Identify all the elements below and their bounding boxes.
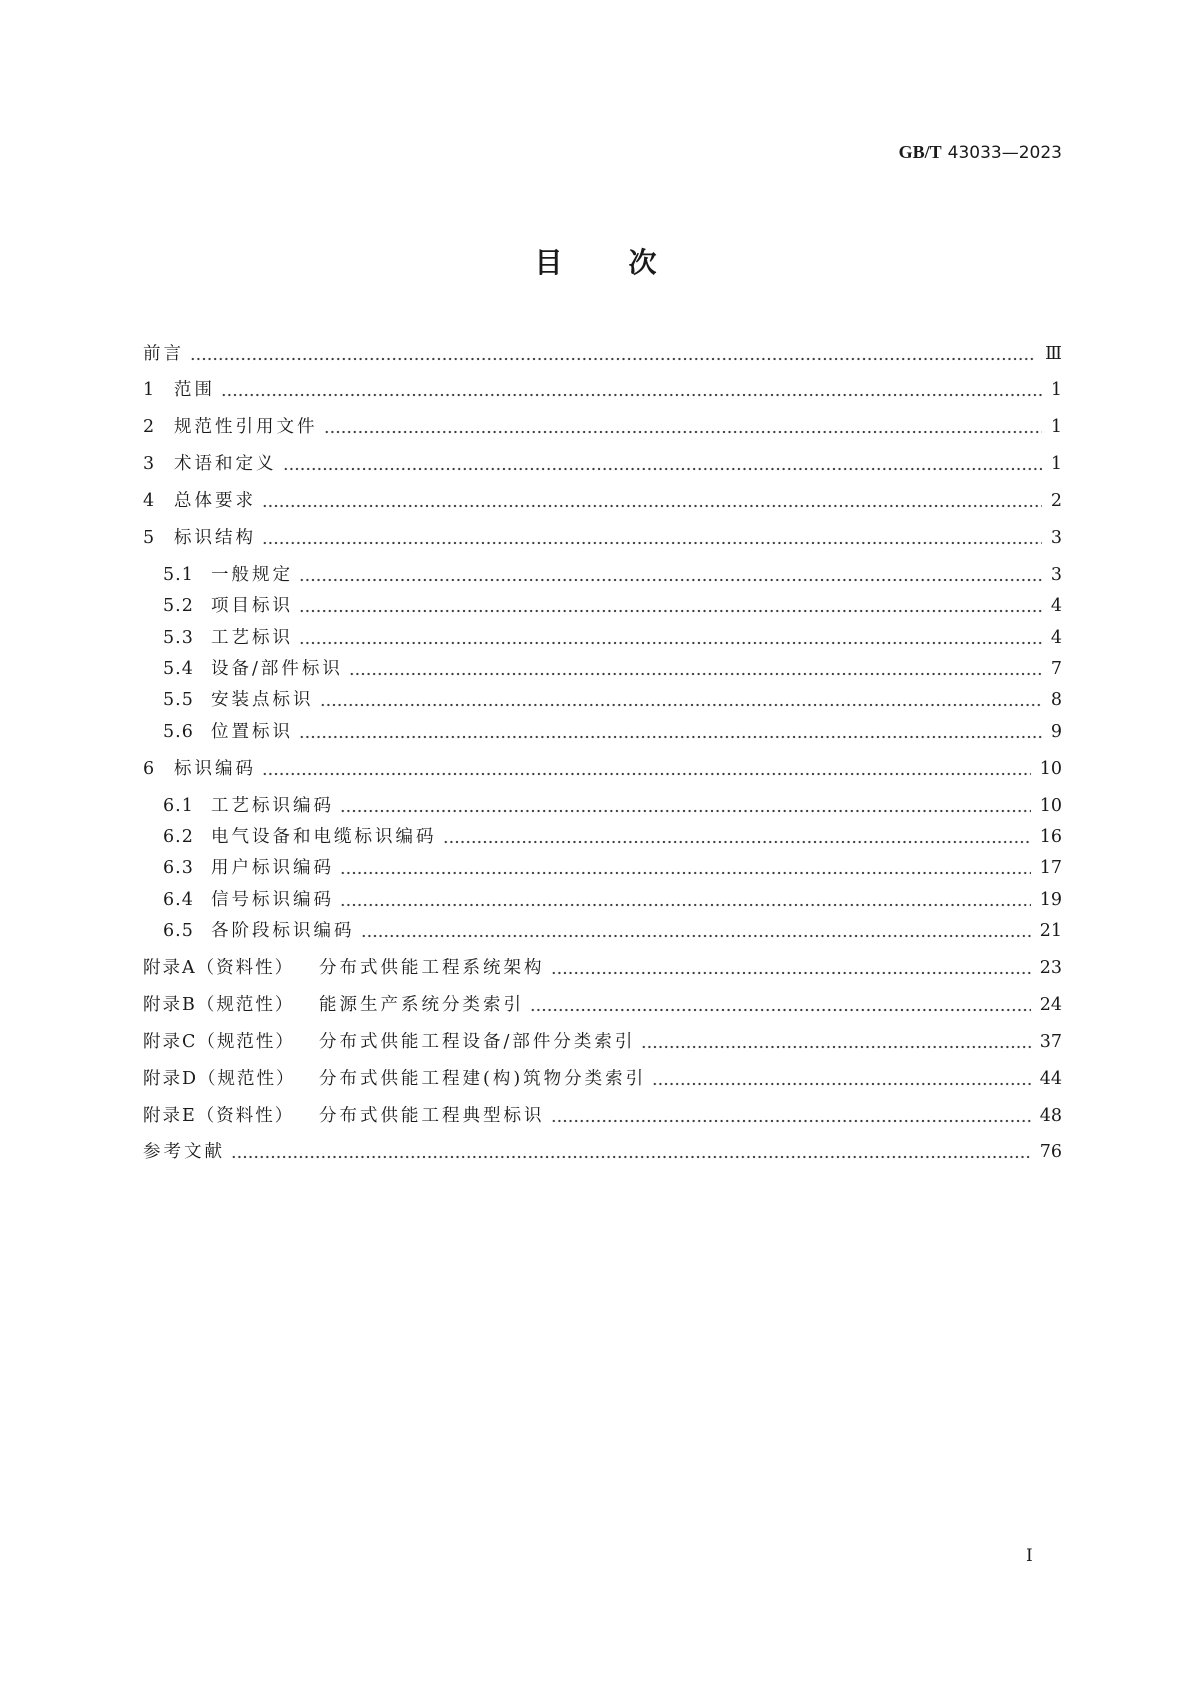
toc-entry-title: 信号标识编码 (211, 889, 334, 910)
toc-entry[interactable] (143, 523, 1062, 554)
toc-dot-leader (641, 1027, 1030, 1058)
toc-entry[interactable] (143, 1137, 1062, 1168)
toc-entry-number: 6.3 (163, 858, 194, 879)
toc-entry[interactable] (143, 1064, 1062, 1095)
toc-entry-title: 项目标识 (211, 596, 293, 617)
toc-entry[interactable] (143, 885, 1062, 916)
toc-entry-title: 分布式供能工程建(构)筑物分类索引 (319, 1068, 647, 1089)
toc-dot-leader (231, 1137, 1031, 1168)
toc-entry-page: 17 (1039, 858, 1062, 879)
toc-entry[interactable] (143, 822, 1062, 853)
toc-entry-title: 安装点标识 (211, 690, 314, 711)
toc-entry-page: 16 (1039, 826, 1062, 847)
toc-entry-page: 1 (1050, 454, 1062, 475)
toc-entry-number: 5.5 (163, 690, 194, 711)
toc-entry-number: 附录A（资料性） (143, 958, 295, 979)
toc-dot-leader (530, 990, 1031, 1021)
toc-dot-leader (262, 754, 1031, 785)
toc-entry-number: 6 (143, 758, 156, 779)
toc-entry-page: 7 (1050, 659, 1062, 680)
toc-entry-number: 2 (143, 417, 156, 438)
toc-dot-leader (262, 486, 1042, 517)
toc-entry-page: Ⅲ (1045, 343, 1062, 364)
toc-dot-leader (361, 916, 1031, 947)
toc-entry[interactable] (143, 853, 1062, 884)
toc-entry[interactable] (143, 953, 1062, 984)
toc-entry[interactable] (143, 623, 1062, 654)
toc-entry[interactable] (143, 791, 1062, 822)
toc-dot-leader (340, 853, 1031, 884)
toc-entry-number: 附录B（规范性） (143, 994, 295, 1015)
toc-entry-page: 1 (1050, 417, 1062, 438)
toc-entry-title: 一般规定 (211, 564, 293, 585)
toc-dot-leader (299, 560, 1042, 591)
toc-entry-title: 标识编码 (174, 758, 256, 779)
toc-entry-page: 19 (1039, 889, 1062, 910)
toc-dot-leader (551, 953, 1031, 984)
toc-entry[interactable] (143, 990, 1062, 1021)
toc-entry-title: 规范性引用文件 (174, 417, 318, 438)
toc-entry-title: 标识结构 (174, 527, 256, 548)
toc-dot-leader (652, 1064, 1031, 1095)
toc-entry-number: 6.1 (163, 795, 194, 816)
toc-dot-leader (349, 654, 1042, 685)
toc-entry-page: 3 (1050, 564, 1062, 585)
standard-code-prefix: GB/T (898, 142, 942, 162)
toc-entry-page: 4 (1050, 596, 1062, 617)
toc-entry-number: 6.2 (163, 826, 194, 847)
toc-entry[interactable] (143, 685, 1062, 716)
toc-entry-page: 9 (1050, 721, 1062, 742)
toc-entry-title: 电气设备和电缆标识编码 (211, 826, 437, 847)
toc-entry-number: 5.6 (163, 721, 194, 742)
toc-entry-page: 8 (1050, 690, 1062, 711)
toc-entry-title: 范围 (174, 380, 215, 401)
toc-dot-leader (324, 412, 1042, 443)
toc-entry-number: 附录E（资料性） (143, 1105, 295, 1126)
standard-code-number: 43033—2023 (947, 143, 1062, 163)
toc-dot-leader (320, 685, 1042, 716)
toc-entry-number: 5.1 (163, 564, 194, 585)
toc-entry[interactable] (143, 916, 1062, 947)
toc-dot-leader (221, 375, 1042, 406)
toc-entry-page: 1 (1050, 380, 1062, 401)
toc-entry[interactable] (143, 375, 1062, 406)
toc-entry-title: 各阶段标识编码 (211, 921, 355, 942)
toc-entry-title: 工艺标识编码 (211, 795, 334, 816)
toc-entry[interactable] (143, 591, 1062, 622)
toc-entry-title: 分布式供能工程典型标识 (319, 1105, 545, 1126)
toc-entry-number: 4 (143, 491, 156, 512)
table-of-contents (143, 333, 1062, 1169)
toc-entry[interactable] (143, 560, 1062, 591)
toc-entry-number: 3 (143, 454, 156, 475)
toc-entry-page: 23 (1039, 958, 1062, 979)
toc-entry-number: 1 (143, 380, 156, 401)
toc-entry-title: 前言 (143, 343, 184, 364)
toc-dot-leader (299, 623, 1042, 654)
toc-entry-page: 44 (1039, 1068, 1062, 1089)
toc-entry[interactable] (143, 339, 1062, 370)
toc-entry-number: 5 (143, 527, 156, 548)
toc-entry-title: 工艺标识 (211, 627, 293, 648)
toc-entry-page: 48 (1039, 1105, 1062, 1126)
toc-entry-page: 21 (1039, 921, 1062, 942)
toc-entry-number: 附录C（规范性） (143, 1031, 295, 1052)
toc-entry-title: 参考文献 (143, 1142, 225, 1163)
toc-entry-number: 5.4 (163, 659, 194, 680)
toc-dot-leader (340, 791, 1031, 822)
toc-entry-title: 分布式供能工程系统架构 (319, 958, 545, 979)
toc-dot-leader (262, 523, 1042, 554)
toc-dot-leader (443, 822, 1031, 853)
toc-entry-title: 分布式供能工程设备/部件分类索引 (319, 1031, 636, 1052)
toc-entry-title: 能源生产系统分类索引 (319, 994, 524, 1015)
toc-entry-number: 附录D（规范性） (143, 1068, 296, 1089)
toc-entry[interactable] (143, 1101, 1062, 1132)
toc-dot-leader (299, 717, 1042, 748)
toc-entry-page: 76 (1039, 1142, 1062, 1163)
toc-entry-page: 3 (1050, 527, 1062, 548)
toc-dot-leader (190, 339, 1036, 370)
toc-dot-leader (283, 449, 1042, 480)
toc-entry[interactable] (143, 754, 1062, 785)
toc-entry-number: 5.2 (163, 596, 194, 617)
toc-dot-leader (299, 591, 1042, 622)
toc-entry[interactable] (143, 486, 1062, 517)
toc-entry[interactable] (143, 717, 1062, 748)
toc-entry[interactable] (143, 654, 1062, 685)
toc-entry[interactable] (143, 449, 1062, 480)
toc-dot-leader (340, 885, 1031, 916)
toc-entry-title: 设备/部件标识 (211, 659, 343, 680)
standard-code-header (899, 141, 1062, 164)
toc-entry[interactable] (143, 412, 1062, 443)
toc-entry-title: 术语和定义 (174, 454, 277, 475)
toc-entry-number: 6.4 (163, 889, 194, 910)
page-number-footer: I (1026, 1546, 1033, 1566)
toc-entry-page: 10 (1039, 795, 1062, 816)
toc-entry-page: 4 (1050, 627, 1062, 648)
toc-entry[interactable] (143, 1027, 1062, 1058)
toc-entry-title: 用户标识编码 (211, 858, 334, 879)
toc-entry-page: 24 (1039, 994, 1062, 1015)
page-title: 目次 (534, 246, 723, 279)
toc-entry-page: 10 (1039, 758, 1062, 779)
toc-entry-number: 6.5 (163, 921, 194, 942)
toc-entry-title: 总体要求 (174, 491, 256, 512)
toc-entry-number: 5.3 (163, 627, 194, 648)
toc-entry-page: 37 (1039, 1031, 1062, 1052)
toc-dot-leader (551, 1101, 1031, 1132)
toc-entry-title: 位置标识 (211, 721, 293, 742)
toc-entry-page: 2 (1050, 491, 1062, 512)
